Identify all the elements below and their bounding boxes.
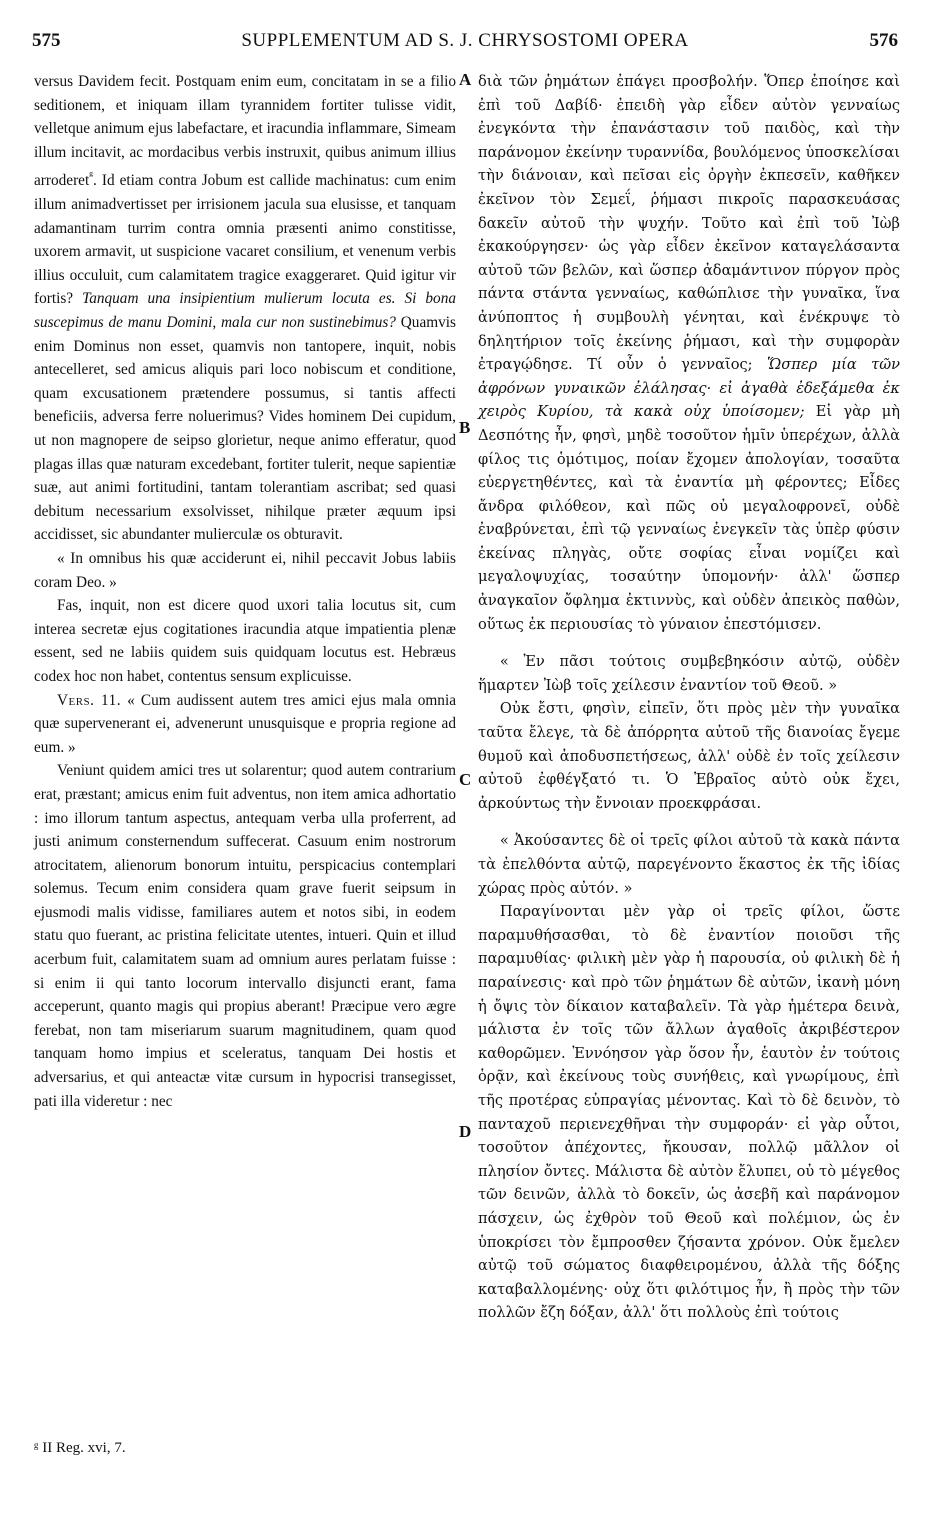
margin-marker-a: A (459, 70, 472, 89)
left-page-number: 575 (32, 30, 61, 51)
latin-text: versus Davidem fecit. Postquam enim eum, concitatam in se a filio seditionem, et iniquam illam tyrannidem fortiter tulisse vidit, velletque animum ejus labefactare, et iracundia inflammare, Simeam illum incitavit, ac mordacibus verbis instruxit, quibus animum illius arroderet (34, 73, 456, 190)
latin-paragraph (34, 70, 456, 547)
greek-paragraph: Παραγίνονται μὲν γὰρ οἱ τρεῖς φίλοι, ὥστε παραμυθήσασθαι, τὸ δὲ ἐναντίον ποιοῦσι τῆς παραμυθίας· φιλικὴ μὲν γὰρ ἡ παρουσία, οὐ φιλικὴ δὲ ἡ παραίνεσις· καὶ πρὸ τῶν ῥημάτων δὲ αὐτῶν, ἱκανὴ μόνη ἡ ὄψις τὸν δίκαιον καταβαλεῖν. Τὰ γὰρ ἡμέτερα δεινὰ, μάλιστα ἐν τοῖς τῶν ἄλλων ἀγαθοῖς ἀκριβέστερον καθορῶμεν. Ἐννόησον γὰρ ὅσον ἦν, ἑαυτὸν ἐν τούτοις ὁρᾷν, καὶ ἐκείνους τοὺς συνήθεις, καὶ γνωρίμους, ἐπὶ τῆς προτέρας εὐπραγίας μένοντας. Καὶ τὸ δὲ δεινὸν, τὸ πανταχοῦ περιενεχθῆναι τὴν συμφοράν· εἰ γὰρ οὗτοι, τοσοῦτον ἀπέχοντες, ἤκουσαν, πολλῷ μᾶλλον οἱ πλησίον ὄντες. Μάλιστα δὲ αὐτὸν ἔλυπει, οὐ τὸ μέγεθος τῶν δεινῶν, ἀλλὰ τὸ δοκεῖν, ὡς ἀσεβῆ καὶ παράνομον πάσχειν, ὡς ἐχθρὸν τοῦ Θεοῦ καὶ πολέμιον, ὡς ἐν ὑποκρίσει τὸν ἔμπροσθεν ζήσαντα χρόνον. Οὐκ ἔμελεν αὐτῷ τοῦ σώματος διαφθειρομένου, ἀλλὰ τῆς δόξης καταβαλλομένης· οὐχ ὅτι φιλότιμος ἦν, ἢ πρὸς τὴν τῶν πολλῶν ἔζη δόξαν, ἀλλ' ὅτι πολλοὺς ἐπὶ τούτοις (478, 903, 900, 1322)
latin-text: . Id etiam contra Jobum est callide machinatus: cum enim illum animadvertisset per irrisionem jacula sua elusisse, et tanquam adamantinam turrim contra omnia præsenti animo constitisse, uxorem armavit, ut suspicione vacaret consilium, et venenum verbis illius occuluit, cum calamitatem tragice exaggeraret. Quid igitur vir fortis? (34, 172, 456, 308)
greek-text: Εἰ γὰρ μὴ Δεσπότης ἦν, φησὶ, μηδὲ τοσοῦτον ἡμῖν ὑπερέχων, ἀλλὰ φίλος τις ὁμότιμος, ποίαν ἔχομεν ἀπολογίαν, τοσαῦτα εὐεργετηθέντες, καὶ τὰ ἐναντία μὴ φέροντες; Εἶδες ἄνδρα φιλόθεον, καὶ πῶς οὐ μεγαλοφρονεῖ, οὐδὲ ἐναβρύνεται, ἐπὶ τῷ γενναίως ἐνεγκεῖν τὰς ὑπὲρ φύσιν ἐκείνας πληγὰς, οὔτε σοφίας εἶναι νομίζει καὶ μεγαλοψυχίας, τοσαύτην ὑπομονήν· ἀλλ' ὥσπερ ἀναγκαῖον ὄφλημα ἐκτιννὺς, καὶ οὐδὲν ἀπεικὸς παθὼν, οὕτως ἐκ περιουσίας τὸ γύναιον ἐπεστόμισεν. (478, 403, 900, 633)
latin-verse: « In omnibus his quæ acciderunt ei, nihil peccavit Jobus labiis coram Deo. » (34, 549, 456, 591)
latin-paragraph: Veniunt quidem amici tres ut solarentur; quod autem contrarium erat, præstant; amicus enim fuit adventus, non item amica adhortatio : imo illorum tantum aspectus, antequam verba ulla proferrent, ad justi animum consternendum suffecerat. Casuum enim nostrorum atrocitatem, alienorum bonorum intuitu, perspicacius contemplari solemus. Tecum enim considera quam grave fuerit seipsum in ejusmodi malis vidisse, familiares autem et notos sibi, in eodem statu quo fuerant, ac pristina felicitate utentes, intueri. Quin et illud acerbum fuit, calamitatem suam ad omnium aures perlatam fuisse : si enim ii qui tanto locorum intervallo disjuncti erant, fama acceperunt, quanto magis qui propius aberant! Præcipue vero ægre ferebat, non tam miseriarum suarum magnitudinem, quam quod tanquam homo impius et sceleratus, tanquam Dei hostis et adversarius, et qui anteactæ vitæ cursum in hypocrisi transegisset, pati illa videretur : nec (34, 762, 456, 1110)
right-page-number: 576 (869, 30, 898, 51)
running-header (32, 30, 898, 60)
latin-quotation: Tanquam una insipientium mulierum locuta es. Si bona suscepimus de manu Domini, mala cur non sustinebimus? (34, 290, 456, 332)
greek-quotation: Ὥσπερ μία τῶν ἀφρόνων γυναικῶν ἐλάλησας· εἰ ἀγαθὰ ἐδεξάμεθα ἐκ χειρὸς Κυρίου, τὰ κακὰ οὐχ ὑποίσομεν; (478, 356, 901, 421)
footnote-ref: ᵍ (89, 168, 94, 183)
greek-verse: « Ἐν πᾶσι τούτοις συμβεβηκόσιν αὐτῷ, οὐδὲν ἥμαρτεν Ἰὼβ τοῖς χείλεσιν ἐναντίον τοῦ Θεοῦ. » (478, 653, 900, 694)
latin-verse (34, 689, 456, 760)
footnote: ᵍ II Reg. xvi, 7. (34, 1440, 126, 1456)
latin-text: Quamvis enim Dominus non esset, quamvis non tantopere, inquit, nobis antecelleret, sed amicus aliquis pari loco nobiscum et conditione, quam excusationem prætendere possumus, si tantis affecti beneficiis, adversa ferre noluerimus? Vides hominem Dei cupidum, ut non magnopere de seipso glorietur, neque animo efferatur, quod plagas illas quæ naturam excedebant, fortiter tulerit, neque sapientiæ suæ, aut animi fortitudini, tantam tolerantiam ascribat; sed quasi debitum necessarium exsolvisset, nihilque præter æquum ipsi accidisset, sic abundanter mulierculæ os obturavit. (34, 314, 456, 544)
latin-paragraph: Fas, inquit, non est dicere quod uxori talia locutus sit, cum interea secretæ ejus cogitationes iracundia atque impatientia plenæ essent, sed ne labiis quidem suis quidquam locutus est. Hebræus codex hoc non habet, contentus sensum explicuisse. (34, 597, 456, 685)
greek-verse: « Ἀκούσαντες δὲ οἱ τρεῖς φίλοι αὐτοῦ τὰ κακὰ πάντα τὰ ἐπελθόντα αὐτῷ, παρεγένοντο ἕκαστος ἐκ τῆς ἰδίας χώρας πρὸς αὐτόν. » (478, 832, 900, 897)
verse-label: Vers. 11. (56, 691, 122, 709)
greek-paragraph: Οὐκ ἔστι, φησὶν, εἰπεῖν, ὅτι πρὸς μὲν τὴν γυναῖκα ταῦτα ἔλεγε, τὰ δὲ ἀπόρρητα αὐτοῦ τῆς διανοίας ἔγεμε θυμοῦ καὶ ἀποδυσπετήσεως, ἀλλ' οὐδὲ ἐν τοῖς χείλεσιν αὐτοῦ ἐφθέγξατό τι. Ὁ Ἑβραῖος αὐτὸ οὐκ ἔχει, ἀρκούντως τὴν ἔννοιαν προεκφράσαι. (478, 700, 900, 812)
margin-marker-b: B (459, 418, 471, 437)
latin-column (34, 70, 456, 1113)
running-title: SUPPLEMENTUM AD S. J. CHRYSOSTOMI OPERA (241, 30, 689, 51)
greek-column (478, 70, 900, 1325)
margin-marker-c: C (459, 770, 472, 789)
greek-paragraph (478, 70, 900, 636)
latin-text: « Cum audissent autem tres amici ejus mala omnia quæ supervenerant ei, advenerunt unusquisque e propria regione ad eum. » (34, 691, 456, 756)
margin-marker-d: D (459, 1122, 472, 1141)
greek-text: διὰ τῶν ῥημάτων ἐπάγει προσβολήν. Ὅπερ ἐποίησε καὶ ἐπὶ τοῦ Δαβίδ· ἐπειδὴ γὰρ εἶδεν αὐτὸν γενναίως ἐνεγκόντα τὴν ἐπανάστασιν τοῦ παιδὸς, καὶ τὴν παράνομον ἐκείνην τυραννίδα, βουλόμενος ὑποσκελίσαι τὴν διάνοιαν, καὶ πεῖσαι εἰς ὀργὴν ἐκπεσεῖν, καθῆκεν ἐκεῖνον τὸν Σεμεΐ, ῥήμασι πικροῖς παρασκευάσας δακεῖν αὐτοῦ τὴν ψυχήν. Τοῦτο καὶ ἐπὶ τοῦ Ἰὼβ ἐκακούργησεν· ὡς γὰρ εἶδεν ἐκεῖνον καταγελάσαντα αὐτοῦ τῶν βελῶν, καὶ ὥσπερ ἀδαμάντινον πύργον πρὸς πάντα στάντα γενναίως, καθώπλισε τὴν γυναῖκα, ἵνα ἀνύποπτος ἡ συμβουλὴ γένηται, καὶ ἐνέκρυψε τὸ δηλητήριον τοῖς ἐκείνης ῥήμασι, καὶ τὴν συμφορὰν ἐτραγῴδησε. Τί οὖν ὁ γενναῖος; (478, 73, 900, 374)
